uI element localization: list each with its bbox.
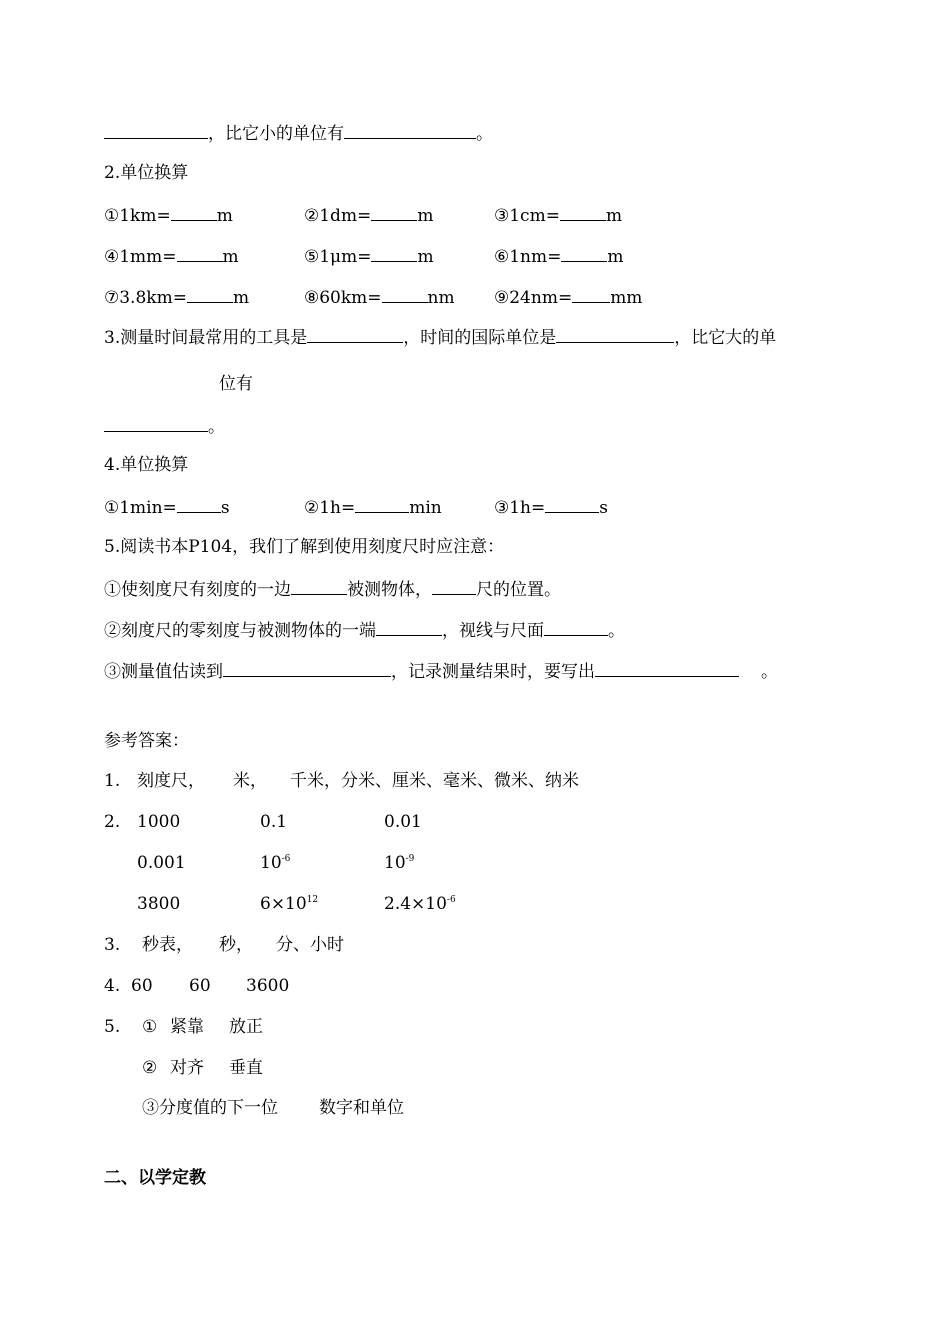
blank[interactable] [544,618,608,636]
q1-text-a: ，比它小的单位有 [208,124,344,144]
blank[interactable] [104,121,208,139]
answer-5-part: ② [142,1058,158,1078]
blank[interactable] [223,659,391,677]
answer-3-num: 3. [104,935,121,955]
q2-item-5: ⑤1μm= m [304,244,434,268]
q1-tail-line [104,121,493,145]
answer-1-part: 千米，分米、厘米、毫米、微米、纳米 [290,771,579,791]
blank[interactable] [376,618,442,636]
q1-text-b: 。 [476,124,493,144]
answer-3-part: 秒， [219,935,253,955]
answer-3-part: 秒表， [142,935,193,955]
q5-line-3: ③测量值估读到 ，记录测量结果时，要写出 。 [104,659,778,683]
answer-5-part: ③分度值的下一位 [142,1098,278,1118]
answer-5-part: 紧靠 [170,1017,204,1037]
answer-1-part: 刻度尺， [137,771,205,791]
answer-5-part: 垂直 [229,1058,263,1078]
blank[interactable] [560,203,606,221]
blank[interactable] [187,285,233,303]
q3-line-3: 。 [104,414,225,438]
answers-heading: 参考答案： [104,731,189,751]
blank[interactable] [291,577,347,595]
q2-item-3: ③1cm= m [494,203,622,227]
answer-5-part: 数字和单位 [319,1098,404,1118]
q2-item-2: ②1dm= m [304,203,433,227]
blank[interactable] [371,244,417,262]
answer-4-num: 4. [104,976,121,996]
blank[interactable] [556,325,674,343]
blank[interactable] [344,121,476,139]
q2-title: 2.单位换算 [104,163,189,183]
q2-item-6: ⑥1nm= m [494,244,624,268]
answer-3-part: 分、小时 [276,935,344,955]
blank[interactable] [355,495,409,513]
answer-1-part: 米， [233,771,267,791]
answer-2-cell: 3800 [137,894,181,914]
answer-5-part: 放正 [229,1017,263,1037]
blank[interactable] [177,495,221,513]
answer-2-cell: $10^{-9}$ [384,853,415,873]
q5-title: 5.阅读书本P104，我们了解到使用刻度尺时应注意： [104,537,505,557]
answer-2-cell: 0.1 [260,812,288,832]
answer-5-part: ① [142,1017,158,1037]
blank[interactable] [561,244,607,262]
q4-title: 4.单位换算 [104,455,189,475]
blank[interactable] [104,414,208,432]
answer-2-cell: $6\times 10^{12}$ [260,894,319,914]
answer-2-cell: $2.4\times 10^{-6}$ [384,894,456,914]
blank[interactable] [432,577,476,595]
q3-line-2: 位有 [219,374,253,394]
blank[interactable] [545,495,599,513]
q4-item-1: ①1min= s [104,495,230,519]
answer-2-cell: 0.001 [137,853,186,873]
blank[interactable] [595,659,739,677]
answer-4-part: 3600 [246,976,290,996]
section-2-heading: 二、以学定教 [104,1168,206,1188]
q2-item-9: ⑨24nm= mm [494,285,642,309]
q2-item-4: ④1mm= m [104,244,239,268]
q2-item-7: ⑦3.8km= m [104,285,249,309]
q2-item-1: ①1km= m [104,203,233,227]
q3-line-1: 3.测量时间最常用的工具是 ，时间的国际单位是 ，比它大的单 [104,325,776,349]
q5-line-2: ②刻度尺的零刻度与被测物体的一端 ，视线与尺面 。 [104,618,625,642]
answer-5-part: 对齐 [170,1058,204,1078]
answer-2-num: 2. [104,812,121,832]
answer-2-cell: 1000 [137,812,181,832]
blank[interactable] [171,203,217,221]
q4-item-3: ③1h= s [494,495,608,519]
answer-2-cell: $10^{-6}$ [260,853,291,873]
answer-4-part: 60 [189,976,211,996]
blank[interactable] [307,325,403,343]
answer-1-num: 1. [104,771,121,791]
blank[interactable] [572,285,610,303]
blank[interactable] [382,285,428,303]
q5-line-1: ①使刻度尺有刻度的一边 被测物体， 尺的位置。 [104,577,561,601]
answer-5-num: 5. [104,1017,121,1037]
blank[interactable] [371,203,417,221]
answer-2-cell: 0.01 [384,812,422,832]
answer-4-part: 60 [131,976,153,996]
blank[interactable] [177,244,223,262]
q4-item-2: ②1h= min [304,495,442,519]
q2-item-8: ⑧60km= nm [304,285,455,309]
